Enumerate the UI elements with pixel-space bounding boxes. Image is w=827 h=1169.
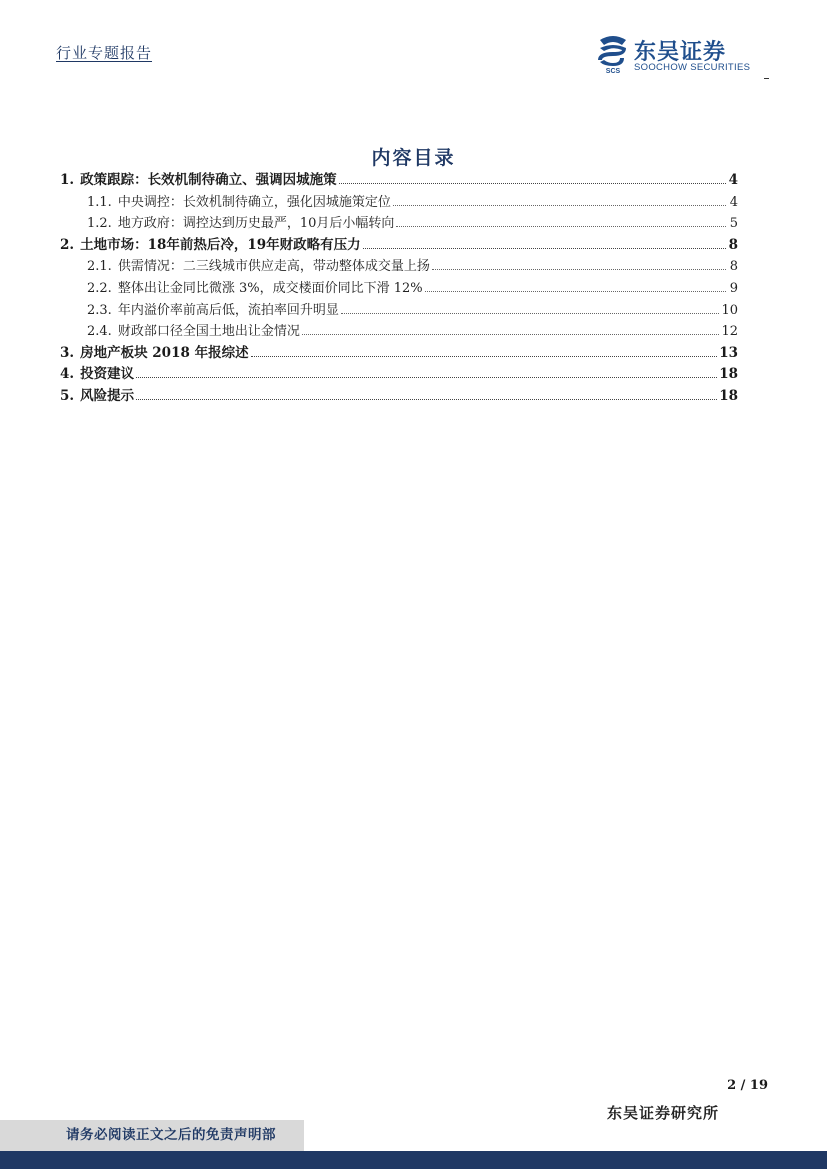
toc-entry-title: 房地产板块 2018 年报综述 xyxy=(80,344,249,361)
toc-entry-title: 供需情况：二三线城市供应走高，带动整体成交量上扬 xyxy=(117,259,430,275)
toc-entry-page: 8 xyxy=(729,259,738,275)
toc-leader-dots xyxy=(432,256,726,270)
toc-entry-number: 2.1. xyxy=(87,259,112,275)
toc-entry-number: 1. xyxy=(60,172,75,188)
toc-leader-dots xyxy=(425,278,726,292)
toc-entry[interactable] xyxy=(60,364,738,386)
toc-entry-title: 政策跟踪：长效机制待确立、强调因城施策 xyxy=(80,172,337,188)
toc-entry-number: 2. xyxy=(60,236,75,253)
toc-leader-dots xyxy=(136,364,717,378)
toc-entry-page: 12 xyxy=(721,324,738,340)
toc-entry-title: 中央调控：长效机制待确立，强化因城施策定位 xyxy=(117,194,391,210)
toc-leader-dots xyxy=(339,170,726,184)
toc-entry-page: 9 xyxy=(729,280,738,296)
header-divider xyxy=(764,78,769,79)
logo-name-cn: 东吴证券 xyxy=(634,40,727,65)
toc-leader-dots xyxy=(363,235,726,249)
logo-name-en: SOOCHOW SECURITIES xyxy=(634,62,751,73)
toc-entry-title: 整体出让金同比微涨 3%，成交楼面价同比下滑 12% xyxy=(117,280,423,296)
toc-leader-dots xyxy=(341,300,720,314)
toc-title: 内容目录 xyxy=(371,147,456,169)
toc-entry-page: 4 xyxy=(729,194,738,210)
toc-entry-number: 2.2. xyxy=(87,280,112,296)
toc-entry[interactable] xyxy=(60,321,738,343)
toc-entry[interactable] xyxy=(60,213,738,235)
toc-entry-number: 5. xyxy=(60,387,75,404)
toc-leader-dots xyxy=(302,321,720,335)
footer-bar xyxy=(0,1151,827,1169)
report-type-label: 行业专题报告 xyxy=(56,44,153,62)
toc-leader-dots xyxy=(136,386,717,400)
toc-entry-page: 10 xyxy=(721,302,738,318)
toc-entry[interactable] xyxy=(60,343,738,365)
toc-leader-dots xyxy=(393,192,726,206)
toc-entry[interactable] xyxy=(60,192,738,214)
toc-entry[interactable] xyxy=(60,235,738,257)
toc-entry-number: 1.1. xyxy=(87,194,112,210)
toc-leader-dots xyxy=(396,213,726,227)
toc-entry-number: 2.4. xyxy=(87,324,112,340)
toc-entry-page: 18 xyxy=(719,366,738,383)
footer-company-name: 东吴证券研究所 xyxy=(607,1104,720,1122)
toc-leader-dots xyxy=(251,343,718,357)
toc-entry-title: 年内溢价率前高后低，流拍率回升明显 xyxy=(117,302,339,318)
page-number: 2 / 19 xyxy=(727,1078,768,1093)
toc-entry-title: 财政部口径全国土地出让金情况 xyxy=(117,324,300,340)
toc-entry-number: 2.3. xyxy=(87,302,112,318)
svg-text:SCS: SCS xyxy=(605,68,621,74)
toc-entry[interactable] xyxy=(60,170,738,192)
toc-entry-page: 18 xyxy=(719,387,738,404)
toc-entry-page: 4 xyxy=(728,172,738,188)
toc-entry[interactable] xyxy=(60,256,738,278)
toc-entry-title: 土地市场：18年前热后冷，19年财政略有压力 xyxy=(80,236,361,253)
toc-entry-number: 1.2. xyxy=(87,216,112,232)
soochow-logo-icon xyxy=(596,34,630,74)
toc-entry-title: 风险提示 xyxy=(80,387,135,404)
toc-entry-number: 3. xyxy=(60,344,75,361)
toc-entry[interactable] xyxy=(60,300,738,322)
footer-disclaimer: 请务必阅读正文之后的免责声明部 xyxy=(0,1120,304,1151)
toc-entry-title: 地方政府：调控达到历史最严，10月后小幅转向 xyxy=(117,216,395,232)
toc-entry-page: 8 xyxy=(728,236,738,253)
toc-entry[interactable] xyxy=(60,386,738,408)
table-of-contents xyxy=(60,170,738,408)
company-logo xyxy=(596,34,766,78)
toc-entry[interactable] xyxy=(60,278,738,300)
toc-entry-title: 投资建议 xyxy=(80,366,135,383)
toc-entry-number: 4. xyxy=(60,366,75,383)
toc-entry-page: 13 xyxy=(719,344,738,361)
toc-entry-page: 5 xyxy=(729,216,738,232)
